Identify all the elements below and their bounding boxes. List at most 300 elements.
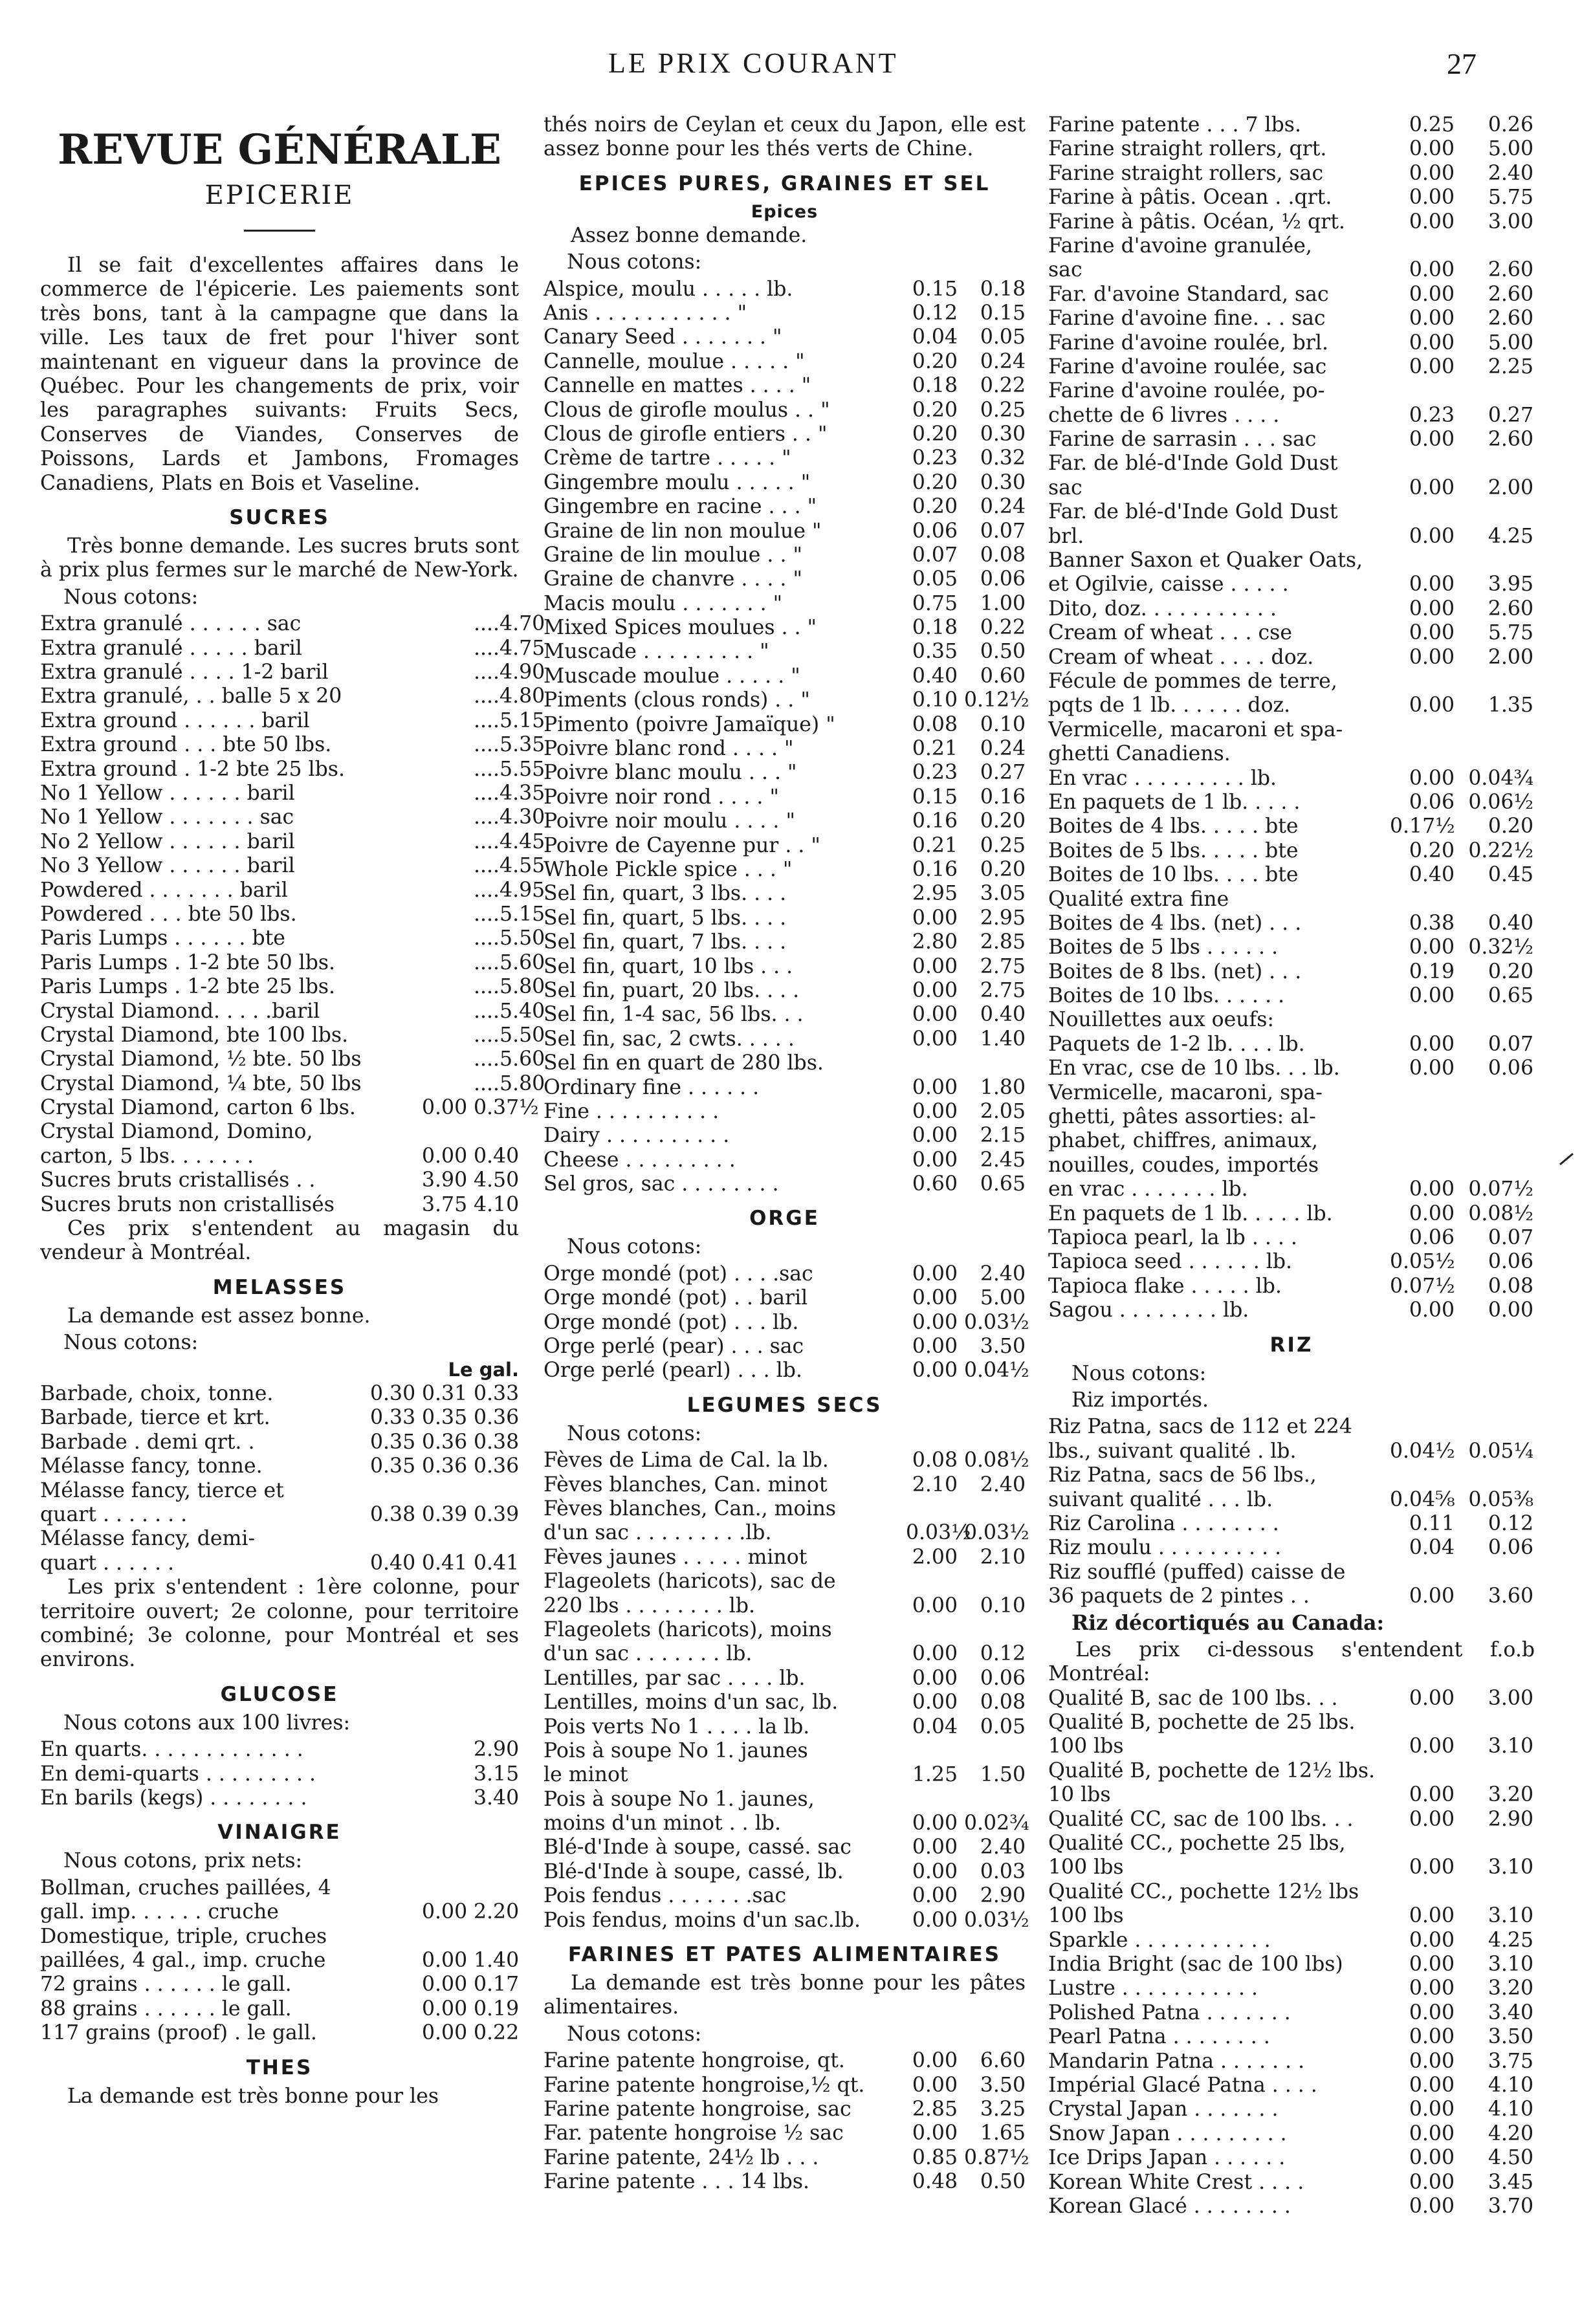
item-label: Crystal Diamond, ½ bte. 50 lbs [40, 1047, 362, 1071]
price-row [544, 1359, 1029, 1383]
price-1: 0.00 [1409, 1201, 1455, 1225]
price-row [1048, 1202, 1535, 1226]
price-row [1048, 1856, 1535, 1880]
price-2: 0.27 [980, 761, 1026, 785]
item-label: India Bright (sac de 100 lbs) [1048, 1952, 1343, 1976]
price-2: 0.20 [980, 809, 1026, 833]
price-1: 0.00 [1409, 1584, 1455, 1608]
item-label: Farine patente . . . 7 lbs. [1048, 113, 1301, 137]
price-row [1048, 1415, 1535, 1439]
price-2: 1.80 [980, 1075, 1026, 1099]
price-2: 0.00 [422, 1900, 468, 1924]
price-2: 2.00 [1488, 476, 1533, 499]
price-2: 2.60 [1488, 307, 1533, 331]
item-label: Graine de chanvre . . . . " [544, 567, 802, 591]
price-3: 0.17 [474, 1973, 520, 1997]
price-1: 0.15 [912, 785, 958, 809]
item-label: Orge mondé (pot) . . . lb. [544, 1310, 799, 1334]
price-1: 0.85 [912, 2145, 958, 2169]
section-title-riz: RIZ [1269, 1333, 1313, 1357]
price-row [544, 1642, 1026, 1666]
item-label: Canary Seed . . . . . . . " [544, 325, 782, 349]
price-3: ....5.50 [474, 926, 545, 950]
item-label: Farine patente hongroise, qt. [544, 2049, 845, 2073]
price-row [544, 325, 1026, 349]
price-row [544, 520, 1026, 543]
item-label: 100 lbs [1048, 1904, 1124, 1928]
item-label: Riz soufflé (puffed) caisse de [1048, 1560, 1346, 1584]
price-1: 0.00 [1409, 524, 1455, 548]
price-row [1048, 1008, 1535, 1032]
price-1: 0.00 [1409, 1178, 1455, 1201]
price-row [544, 882, 1026, 906]
price-2: 1.40 [980, 1027, 1026, 1051]
item-label: Farine de sarrasin . . . sac [1048, 428, 1317, 452]
item-label: Muscade . . . . . . . . . " [544, 640, 769, 664]
item-label: moins d'un minot . . lb. [544, 1812, 781, 1836]
price-row [1048, 1561, 1535, 1584]
price-2: 3.10 [1488, 1952, 1533, 1976]
price-row [544, 350, 1026, 374]
price-row [544, 1497, 1026, 1521]
price-row [1048, 2146, 1535, 2170]
item-label: Boites de 10 lbs. . . . . . [1048, 984, 1285, 1008]
price-row [1048, 500, 1535, 524]
price-2: 0.30 [980, 470, 1026, 494]
price-2: 0.05⅜ [1468, 1487, 1533, 1511]
item-label: Fèves jaunes . . . . . minot [544, 1545, 807, 1569]
price-2: 0.08 [980, 543, 1026, 567]
item-label: Farine patente, 24½ lb . . . [544, 2145, 819, 2169]
price-row [1048, 1463, 1535, 1487]
price-2: 3.00 [1488, 210, 1533, 234]
price-2: 0.22½ [1468, 839, 1533, 862]
thes-paragraph: La demande est très bonne pour les [67, 2084, 439, 2108]
price-row [544, 471, 1026, 495]
price-1: 0.20 [912, 349, 958, 373]
price-2: 3.10 [1488, 1904, 1533, 1928]
item-label: Pois fendus, moins d'un sac.lb. [544, 1908, 861, 1932]
farines-list [544, 2049, 1029, 2194]
price-1: 0.00 [912, 2073, 958, 2097]
item-label: En paquets de 1 lb. . . . . [1048, 790, 1301, 814]
item-label: Fèves de Lima de Cal. la lb. [544, 1449, 829, 1473]
price-1: 2.00 [912, 1545, 958, 1569]
price-row [40, 1551, 519, 1575]
price-2: 0.50 [980, 2170, 1026, 2194]
price-1: 0.00 [912, 1691, 958, 1715]
item-label: 72 grains . . . . . . le gall. [40, 1973, 292, 1997]
price-2: 3.70 [1488, 2194, 1533, 2218]
price-2: 1.00 [980, 591, 1026, 615]
item-label: Tapioca flake . . . . . lb. [1048, 1274, 1282, 1298]
price-2: 0.24 [980, 495, 1026, 519]
price-3: 0.37½ [474, 1096, 539, 1120]
item-label: Cream of wheat . . . . doz. [1048, 645, 1314, 669]
subtitle: EPICERIE [204, 181, 355, 210]
price-row [1048, 815, 1535, 839]
price-row [40, 757, 545, 782]
item-label: sac [1048, 476, 1082, 499]
price-1: 0.00 [1409, 137, 1455, 161]
price-row [40, 1479, 519, 1503]
price-row [1048, 113, 1535, 137]
price-row [544, 979, 1026, 1003]
price-row [544, 1788, 1026, 1812]
riz-decortiques-list [1048, 1687, 1535, 2219]
price-row [40, 1120, 519, 1144]
item-label: Muscade moulue . . . . . " [544, 664, 800, 688]
price-2: 0.04¾ [1468, 766, 1533, 790]
price-1: 0.00 [1409, 1057, 1455, 1080]
price-2: 4.10 [1488, 2098, 1533, 2121]
item-label: Farine d'avoine granulée, [1048, 234, 1312, 258]
price-2: 0.05 [980, 325, 1026, 349]
price-row [40, 782, 545, 806]
item-label: Korean Glacé . . . . . . . . [1048, 2194, 1291, 2218]
item-label: Pois verts No 1 . . . . la lb. [544, 1715, 810, 1738]
price-1: 0.00 [1409, 476, 1455, 499]
price-row [1048, 307, 1535, 331]
price-2: 0.10 [980, 1594, 1026, 1617]
price-row [544, 1521, 1029, 1545]
price-2: 0.27 [1488, 403, 1533, 427]
price-1: 0.19 [1409, 959, 1455, 983]
price-row [40, 1406, 519, 1430]
item-label: En vrac . . . . . . . . . lb. [1048, 766, 1277, 790]
item-label: Ordinary fine . . . . . . [544, 1075, 760, 1099]
price-1: 0.06 [1409, 790, 1455, 814]
price-row [40, 1503, 519, 1527]
price-row [1048, 1977, 1535, 2001]
price-2: 0.08½ [964, 1449, 1029, 1473]
price-row [40, 975, 545, 999]
price-2: 2.40 [980, 1473, 1026, 1496]
price-1: 0.20 [1409, 839, 1455, 862]
item-label: Orge mondé (pot) . . baril [544, 1286, 808, 1310]
price-2: 3.40 [1488, 2001, 1533, 2024]
item-label: Gingembre moulu . . . . . " [544, 470, 811, 494]
price-3: ....5.55 [474, 757, 545, 781]
price-row [544, 1715, 1026, 1739]
price-row [544, 1618, 1026, 1642]
price-row [1048, 573, 1535, 597]
price-row [40, 1431, 519, 1454]
price-2: 1.35 [1488, 694, 1533, 718]
price-1: 1.25 [912, 1763, 958, 1787]
item-label: Cannelle en mattes . . . . " [544, 374, 811, 398]
item-label: Paris Lumps . 1-2 bte 50 lbs. [40, 950, 336, 974]
price-row [1048, 525, 1535, 549]
price-1: 0.00 [1409, 428, 1455, 452]
price-row [544, 399, 1026, 422]
price-row [1048, 1759, 1535, 1783]
price-2: 0.36 [422, 1454, 468, 1478]
item-label: Impérial Glacé Patna . . . . [1048, 2073, 1317, 2097]
price-row [1048, 1783, 1535, 1807]
price-row [40, 854, 545, 878]
price-row [1048, 936, 1535, 959]
price-2: 0.02¾ [964, 1812, 1029, 1836]
price-row [1048, 2050, 1535, 2074]
price-row [1048, 1584, 1535, 1608]
price-2: 0.00 [422, 1096, 468, 1120]
price-1: 0.00 [912, 1812, 958, 1836]
price-1: 0.11 [1409, 1511, 1455, 1535]
item-label: Qualité B, pochette de 12½ lbs. [1048, 1759, 1376, 1782]
price-row [544, 446, 1026, 470]
price-1: 0.00 [1409, 766, 1455, 790]
item-label: carton, 5 lbs. . . . . . . [40, 1144, 254, 1168]
price-2: 4.25 [1488, 1928, 1533, 1952]
legumes-list [544, 1449, 1029, 1933]
price-1: 0.07 [912, 543, 958, 567]
price-3: ....4.80 [474, 685, 545, 708]
price-1: 0.00 [912, 1836, 958, 1859]
price-1: 0.00 [1409, 984, 1455, 1008]
price-2: 6.60 [980, 2049, 1026, 2073]
column-3 [1048, 113, 1535, 2219]
price-1: 0.00 [1409, 2001, 1455, 2024]
price-2: 0.22 [980, 616, 1026, 640]
price-1: 0.05½ [1390, 1250, 1455, 1274]
subsection-epices: Epices [751, 201, 818, 222]
price-1: 0.35 [912, 640, 958, 664]
price-1: 0.17½ [1390, 815, 1455, 839]
price-1: 0.00 [1409, 2121, 1455, 2145]
price-2: 4.50 [1488, 2146, 1533, 2170]
item-label: Snow Japan . . . . . . . . . [1048, 2121, 1287, 2145]
price-1: 0.08 [912, 1449, 958, 1473]
price-2: 2.40 [980, 1836, 1026, 1859]
price-1: 0.07½ [1390, 1274, 1455, 1298]
price-1: 0.00 [912, 2049, 958, 2073]
price-2: 4.20 [1488, 2121, 1533, 2145]
item-label: Tapioca pearl, la lb . . . . [1048, 1225, 1297, 1249]
price-1: 0.00 [1409, 161, 1455, 185]
price-row [1048, 2098, 1535, 2121]
price-row [1048, 1154, 1535, 1178]
price-1: 0.40 [912, 664, 958, 688]
price-1: 0.00 [1409, 2073, 1455, 2097]
item-label: Barbade, choix, tonne. [40, 1382, 274, 1406]
item-label: Fine . . . . . . . . . . [544, 1099, 720, 1123]
price-row [1048, 1081, 1535, 1105]
item-label: nouilles, coudes, importés [1048, 1153, 1319, 1177]
price-row [544, 2098, 1026, 2121]
melasses-cotons: Nous cotons: [63, 1331, 199, 1355]
price-3: ....5.60 [474, 950, 545, 974]
item-label: Pois à soupe No 1. jaunes, [544, 1787, 815, 1811]
item-label: Pimento (poivre Jamaïque) " [544, 712, 835, 736]
price-2: 2.60 [1488, 282, 1533, 306]
item-label: No 1 Yellow . . . . . . baril [40, 782, 295, 806]
price-1: 0.23 [1409, 403, 1455, 427]
price-1: 0.38 [1409, 911, 1455, 935]
price-1: 0.20 [912, 495, 958, 519]
item-label: Alspice, moulu . . . . . lb. [544, 277, 793, 301]
item-label: Powdered . . . bte 50 lbs. [40, 902, 297, 926]
item-label: paillées, 4 gal., imp. cruche [40, 1948, 326, 1972]
price-2: 0.12 [1488, 1511, 1533, 1535]
price-3: 4.50 [474, 1168, 520, 1192]
price-2: 0.06½ [1468, 790, 1533, 814]
price-2: 2.95 [980, 906, 1026, 930]
item-label: Extra granulé . . . . . baril [40, 636, 302, 660]
price-1: 0.00 [912, 1310, 958, 1334]
section-title-farines: FARINES ET PATES ALIMENTAIRES [567, 1943, 1002, 1967]
item-label: pqts de 1 lb. . . . . . doz. [1048, 694, 1291, 718]
price-1: 0.00 [912, 1262, 958, 1286]
price-1: 0.10 [912, 688, 958, 712]
price-3: 0.19 [474, 1997, 520, 2021]
item-label: Cheese . . . . . . . . . [544, 1148, 736, 1172]
price-1: 2.85 [912, 2098, 958, 2121]
price-2: 0.40 [1488, 911, 1533, 935]
price-2: 3.50 [980, 1335, 1026, 1359]
price-row [544, 688, 1029, 712]
price-row [40, 1096, 539, 1120]
riz-decortiques: Riz décortiqués au Canada: [1071, 1611, 1385, 1636]
price-1: 0.00 [1409, 2049, 1455, 2073]
sucres-cotons: Nous cotons: [63, 585, 199, 609]
price-1: 0.00 [1409, 2025, 1455, 2049]
price-2: 5.75 [1488, 186, 1533, 210]
price-2: 0.15 [980, 301, 1026, 325]
price-2: 0.25 [980, 398, 1026, 422]
price-1: 0.00 [1409, 1735, 1455, 1759]
price-row [1048, 863, 1535, 887]
item-label: Cannelle, moulue . . . . . " [544, 349, 805, 373]
item-label: Crystal Diamond. . . . .baril [40, 999, 320, 1023]
price-2: 3.10 [1488, 1856, 1533, 1880]
price-row [40, 902, 545, 926]
price-1: 0.23 [912, 761, 958, 785]
item-label: En barils (kegs) . . . . . . . . [40, 1786, 307, 1810]
item-label: chette de 6 livres . . . . [1048, 403, 1280, 427]
price-2: 0.06 [1488, 1057, 1533, 1080]
item-label: No 1 Yellow . . . . . . . sac [40, 806, 294, 829]
price-3: 2.90 [474, 1738, 520, 1762]
price-row [1048, 1953, 1535, 1977]
price-3: ....5.40 [474, 999, 545, 1023]
price-row [544, 906, 1026, 930]
price-2: 0.35 [422, 1406, 468, 1430]
price-2: 0.12 [980, 1642, 1026, 1666]
price-row [1048, 1226, 1535, 1250]
price-1: 0.00 [912, 1027, 958, 1051]
legumes-cotons: Nous cotons: [567, 1421, 702, 1445]
price-1: 0.04½ [1390, 1439, 1455, 1463]
price-2: 0.50 [980, 640, 1026, 664]
price-3: ....4.45 [474, 829, 545, 853]
price-row [544, 1262, 1026, 1286]
price-row [1048, 1929, 1535, 1953]
price-2: 0.36 [422, 1430, 468, 1454]
price-1: 0.00 [1409, 694, 1455, 718]
item-label: phabet, chiffres, animaux, [1048, 1129, 1318, 1153]
price-row [1048, 912, 1535, 936]
price-2: 0.03½ [964, 1908, 1029, 1932]
price-row [1048, 1687, 1535, 1711]
price-1: 0.35 [370, 1454, 416, 1478]
price-row [544, 761, 1026, 785]
item-label: Far. de blé-d'Inde Gold Dust [1048, 500, 1338, 524]
item-label: Qualité extra fine [1048, 887, 1229, 911]
item-label: En demi-quarts . . . . . . . . . [40, 1762, 316, 1786]
column-1 [40, 113, 545, 2109]
item-label: Dairy . . . . . . . . . . [544, 1124, 730, 1148]
price-row [40, 1168, 519, 1192]
item-label: Extra ground . . . . . . baril [40, 708, 310, 732]
price-3: ....5.80 [474, 975, 545, 999]
item-label: Farine patente hongroise,½ qt. [544, 2073, 865, 2097]
price-1: 0.08 [912, 712, 958, 736]
price-2: 4.25 [1488, 524, 1533, 548]
price-row [1048, 1250, 1535, 1274]
price-3: ....5.50 [474, 1023, 545, 1047]
price-1: 0.06 [1409, 1225, 1455, 1249]
price-3: 0.33 [474, 1382, 520, 1406]
item-label: Piments (clous ronds) . . " [544, 688, 810, 712]
price-row [1048, 1488, 1535, 1512]
item-label: Clous de girofle moulus . . " [544, 398, 830, 422]
price-row [1048, 694, 1535, 718]
farines-cotons: Nous cotons: [567, 2022, 702, 2046]
price-row [1048, 355, 1535, 379]
price-3: ....5.80 [474, 1071, 545, 1095]
item-label: No 2 Yellow . . . . . . baril [40, 829, 295, 853]
price-3: 0.22 [474, 2021, 520, 2045]
price-row [544, 495, 1026, 519]
price-row [40, 1738, 519, 1762]
item-label: Poivre noir rond . . . . " [544, 785, 779, 809]
price-row [1048, 258, 1535, 282]
price-2: 0.00 [422, 1997, 468, 2021]
price-row [544, 713, 1026, 737]
price-row [40, 1786, 519, 1810]
price-2: 0.20 [980, 858, 1026, 881]
price-2: 2.15 [980, 1124, 1026, 1148]
item-label: Boites de 4 lbs. . . . . bte [1048, 815, 1299, 839]
price-row [1048, 331, 1535, 355]
item-label: Crème de tartre . . . . . " [544, 446, 791, 470]
item-label: quart . . . . . . . [40, 1503, 188, 1527]
price-2: 0.00 [422, 2021, 468, 2045]
item-label: Domestique, triple, cruches [40, 1924, 327, 1948]
price-2: 0.65 [980, 1172, 1026, 1196]
price-row [1048, 1299, 1535, 1322]
item-label: Poivre blanc moulu . . . " [544, 761, 797, 785]
item-label: Far. patente hongroise ½ sac [544, 2121, 844, 2145]
price-row [1048, 1904, 1535, 1928]
item-label: Lentilles, par sac . . . . lb. [544, 1666, 806, 1690]
price-2: 0.32½ [1468, 936, 1533, 959]
section-title-sucres: SUCRES [229, 506, 330, 530]
price-row [544, 1739, 1026, 1763]
item-label: Farine straight rollers, sac [1048, 161, 1324, 185]
item-label: Mandarin Patna . . . . . . . [1048, 2049, 1305, 2073]
price-1: 0.00 [1409, 1977, 1455, 2001]
price-2: 2.40 [1488, 161, 1533, 185]
price-row [544, 592, 1026, 616]
price-3: ....5.15 [474, 902, 545, 926]
price-row [1048, 791, 1535, 815]
item-label: Vermicelle, macaroni, spa- [1048, 1080, 1323, 1104]
price-1: 0.00 [912, 1124, 958, 1148]
price-row [544, 1027, 1026, 1051]
price-row [544, 955, 1026, 979]
